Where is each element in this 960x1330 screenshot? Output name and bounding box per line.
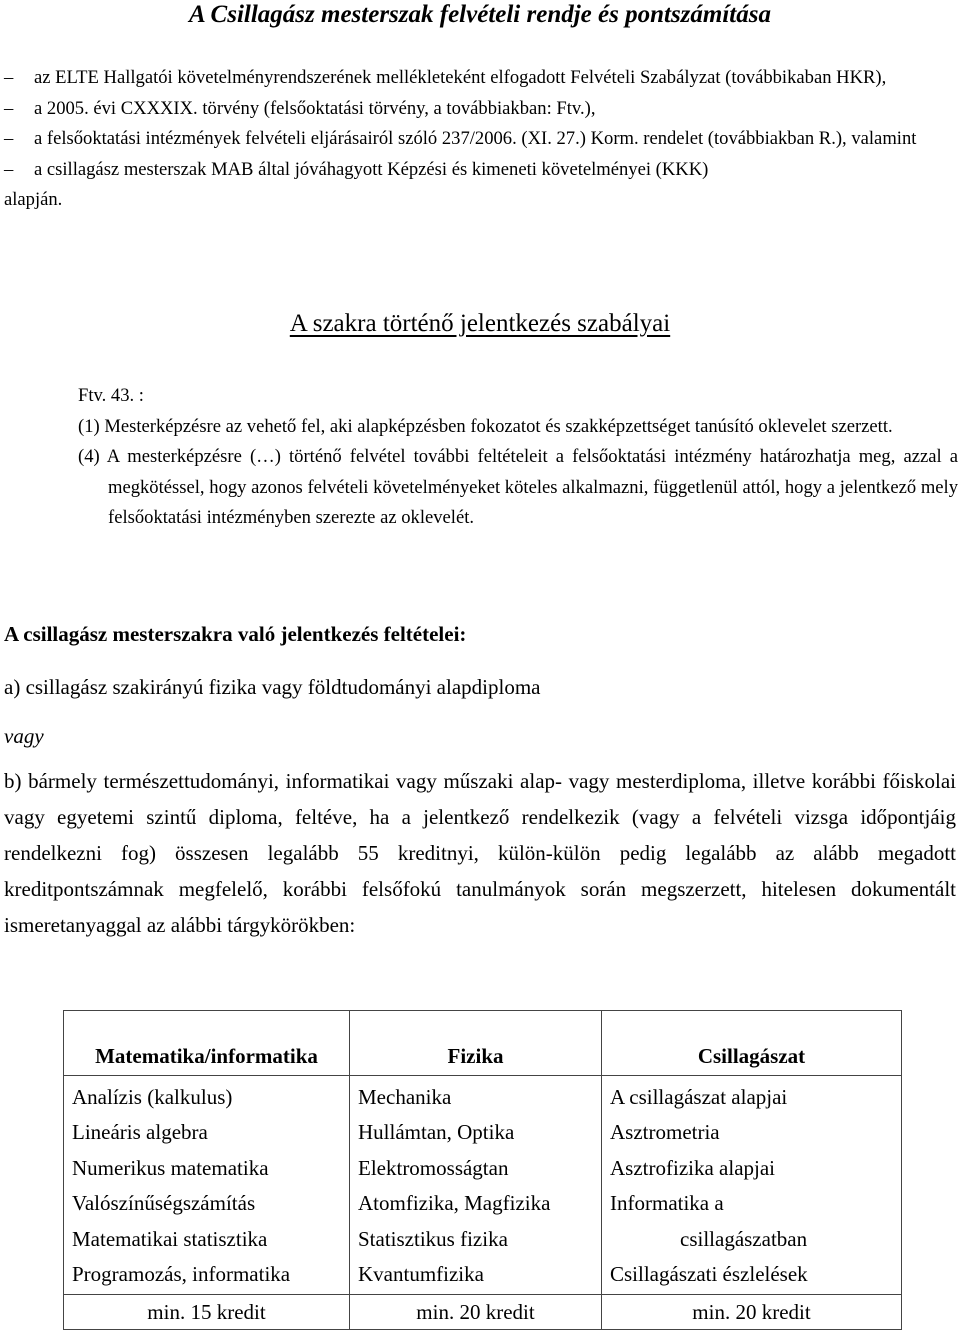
dash-bullet: – bbox=[4, 97, 14, 119]
column-header: Csillagászat bbox=[602, 1011, 902, 1076]
subject-item: Statisztikus fizika bbox=[358, 1226, 508, 1251]
subject-item: Hullámtan, Optika bbox=[358, 1120, 515, 1145]
subject-list-physics bbox=[350, 1076, 602, 1295]
subject-item: Asztrometria bbox=[610, 1120, 720, 1145]
credit-cell: min. 15 kredit bbox=[64, 1295, 350, 1330]
subject-item: csillagászatban bbox=[680, 1226, 808, 1251]
dash-bullet: – bbox=[4, 67, 14, 88]
dash-bullet: – bbox=[4, 158, 14, 180]
credit-cell: min. 20 kredit bbox=[602, 1295, 902, 1330]
subject-item: Informatika a bbox=[610, 1191, 724, 1216]
table-row bbox=[64, 1076, 902, 1295]
list-item-text: az ELTE Hallgatói követelményrendszerének mellékleteként elfogadott Felvételi Szabályzat (továbbikaban HKR), bbox=[34, 67, 887, 88]
list-item-text: a csillagász mesterszak MAB által jóváhagyott Képzési és kimeneti követelményei (KKK) bbox=[34, 158, 709, 180]
law-excerpt bbox=[78, 381, 958, 534]
condition-a: a) csillagász szakirányú fizika vagy földtudományi alapdiploma bbox=[4, 675, 541, 699]
subject-item: Numerikus matematika bbox=[72, 1155, 269, 1180]
subject-list-math bbox=[64, 1076, 350, 1295]
column-header: Fizika bbox=[350, 1011, 602, 1076]
subject-item: Matematikai statisztika bbox=[72, 1226, 268, 1251]
list-closing-text: alapján. bbox=[4, 189, 63, 210]
credit-row bbox=[64, 1295, 902, 1330]
subject-item: Lineáris algebra bbox=[72, 1120, 208, 1145]
subject-item: Asztrofizika alapjai bbox=[610, 1155, 776, 1180]
subject-item: Mechanika bbox=[358, 1085, 452, 1109]
subject-item: Valószínűségszámítás bbox=[72, 1191, 256, 1216]
list-item-text: a felsőoktatási intézmények felvételi eljárásairól szóló 237/2006. (XI. 27.) Korm. rendelet (továbbiakban R.), valamint bbox=[34, 128, 917, 149]
condition-b: b) bármely természettudományi, informatikai vagy műszaki alap- vagy mesterdiploma, illetve korábbi főiskolai vagy egyetemi szintű diploma, feltéve, ha a jelentkező rendelkezik (vagy a felvételi vizsga időpontjáig rendelkezni fog) összesen legalább 55 kreditnyi, külön-külön pedig legalább az alább megadott kreditpontszámnak megfelelő, korábbi felsőfokú tanulmányok során megszerzett, hitelesen dokumentált ismeretanyaggal az alábbi tárgykörökben: bbox=[4, 769, 956, 937]
list-item bbox=[4, 124, 958, 155]
dash-bullet: – bbox=[4, 128, 14, 149]
list-item bbox=[4, 94, 958, 125]
subject-table bbox=[63, 1010, 902, 1330]
list-item-text: a 2005. évi CXXXIX. törvény (felsőoktatási törvény, a továbbiakban: Ftv.), bbox=[34, 97, 596, 119]
legal-basis-list bbox=[4, 63, 958, 216]
subject-item: Csillagászati észlelések bbox=[610, 1262, 808, 1287]
law-paragraph-1: (1) Mesterképzésre az vehető fel, aki alapképzésben fokozatot és szakképzettséget tanúsító oklevelet szerzett. bbox=[78, 415, 893, 437]
table-header-row bbox=[64, 1011, 902, 1076]
law-paragraph-4: (4) A mesterképzésre (…) történő felvétel további feltételeit a felsőoktatási intézmény határozhatja meg, azzal a megkötéssel, hogy azonos felvételi követelményeket köteles alkalmazni, függetlenül attól, hogy a jelentkező mely felsőoktatási intézményben szerezte az oklevelét. bbox=[78, 446, 958, 528]
subject-item: Atomfizika, Magfizika bbox=[358, 1191, 551, 1216]
credit-cell: min. 20 kredit bbox=[350, 1295, 602, 1330]
document-title: A Csillagász mesterszak felvételi rendje és pontszámítása bbox=[189, 1, 771, 28]
column-header: Matematika/informatika bbox=[64, 1011, 350, 1076]
subject-item: Elektromosságtan bbox=[358, 1155, 509, 1180]
condition-or: vagy bbox=[4, 724, 44, 748]
subject-item: Programozás, informatika bbox=[72, 1262, 291, 1287]
list-item bbox=[4, 63, 958, 94]
subject-list-astronomy bbox=[602, 1076, 902, 1295]
subject-item: Kvantumfizika bbox=[358, 1262, 484, 1287]
law-reference: Ftv. 43. : bbox=[78, 385, 144, 406]
list-item bbox=[4, 155, 958, 186]
subject-item: Analízis (kalkulus) bbox=[72, 1085, 233, 1109]
conditions-heading: A csillagász mesterszakra való jelentkezés feltételei: bbox=[4, 622, 467, 646]
section-title: A szakra történő jelentkezés szabályai bbox=[289, 310, 671, 337]
subject-item: A csillagászat alapjai bbox=[610, 1085, 788, 1109]
